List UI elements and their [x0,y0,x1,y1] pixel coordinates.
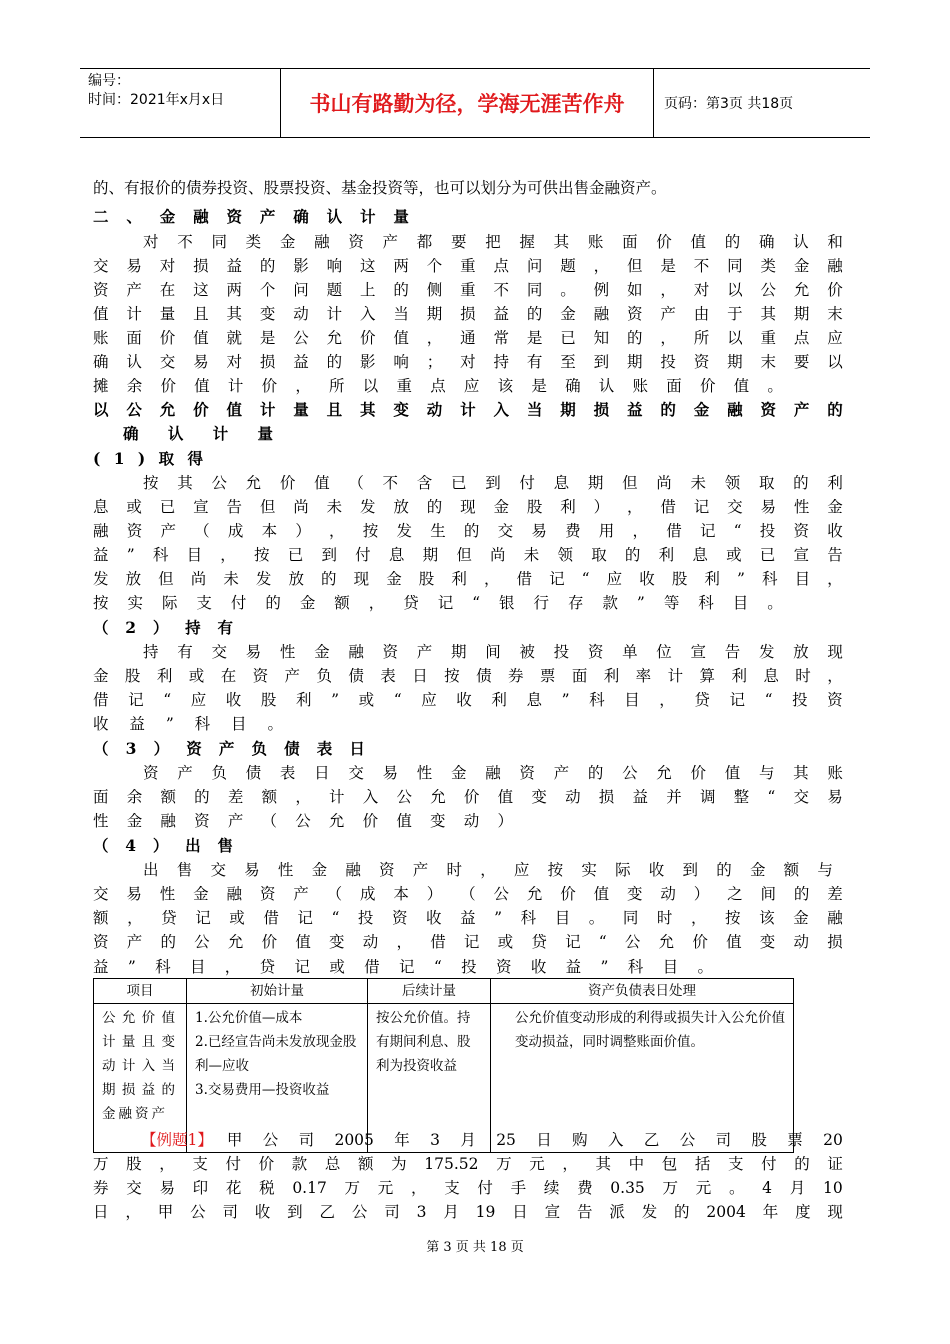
table-cell-initial: 1.公允价值—成本 2.已经宣告尚未发放现金股利—应收 3.交易费用—投资收益 [187,1004,368,1153]
body-line: 持 有 交 易 性 金 融 资 产 期 间 被 投 资 单 位 宣 告 发 放 现 [143,643,843,661]
example-line [93,1128,843,1152]
body-line: 账 面 价 值 就 是 公 允 价 值 ， 通 常 是 已 知 的 ， 所 以 重 点 应 [93,329,843,347]
page-footer: 第 3 页 共 18 页 [426,1240,524,1255]
body-line: （ 4 ） 出 售 [93,836,233,855]
body-line: 借 记 “ 应 收 股 利 ” 或 “ 应 收 利 息 ” 科 目 ， 贷 记 “ 投 资 [93,691,843,709]
body-line: 资 产 的 公 允 价 值 变 动 ， 借 记 或 贷 记 “ 公 允 价 值 变 动 损 [93,933,843,951]
example-line: 万 股 ， 支 付 价 款 总 额 为 175.52 万 元 ， 其 中 包 括 支 付 的 证 [93,1155,843,1173]
body-line: 按 其 公 允 价 值 （ 不 含 已 到 付 息 期 但 尚 未 领 取 的 利 [143,474,843,492]
body-line: 确 认 计 量 [123,424,273,443]
table-header-row [94,979,794,1004]
table-cell-item: 公允价值计量且变动计入当期损益的金融资产 [94,1004,187,1153]
body-line: 按 实 际 支 付 的 金 额 ， 贷 记 “ 银 行 存 款 ” 等 科 目 。 [93,594,783,612]
body-line: 以 公 允 价 值 计 量 且 其 变 动 计 入 当 期 损 益 的 金 融 资 产 的 [93,400,843,419]
header-page-number: 页码：第3页 共18页 [664,96,794,112]
body-line: 性 金 融 资 产 （ 公 允 价 值 变 动 ） [93,812,513,830]
body-line: 摊 余 价 值 计 价 ， 所 以 重 点 应 该 是 确 认 账 面 价 值 。 [93,377,783,395]
date-label: 时间：2021年x月x日 [88,92,225,108]
body-line: 益 ” 科 目 ， 贷 记 或 借 记 “ 投 资 收 益 ” 科 目 。 [93,958,713,976]
body-line: ( 1 ) 取 得 [93,449,203,468]
body-line: 资 产 在 这 两 个 问 题 上 的 侧 重 不 同 。 例 如 ， 对 以 公 允 价 [93,281,843,299]
body-line: （ 3 ） 资 产 负 债 表 日 [93,739,365,758]
body-line: 资 产 负 债 表 日 交 易 性 金 融 资 产 的 公 允 价 值 与 其 账 [143,764,843,782]
body-line: 交 易 性 金 融 资 产 （ 成 本 ） （ 公 允 价 值 变 动 ） 之 间 的 差 [93,885,843,903]
body-line: 对 不 同 类 金 融 资 产 都 要 把 握 其 账 面 价 值 的 确 认 和 [143,233,843,251]
page-header [80,68,870,138]
body-line: （ 2 ） 持 有 [93,618,233,637]
body-line: 二 、 金 融 资 产 确 认 计 量 [93,207,409,226]
body-line: 收 益 ” 科 目 。 [93,715,283,733]
body-line: 确 认 交 易 对 损 益 的 影 响 ； 对 持 有 至 到 期 投 资 期 末 要 以 [93,353,843,371]
header-motto: 书山有路勤为径，学海无涯苦作舟 [281,69,654,137]
body-line: 出 售 交 易 性 金 融 资 产 时 ， 应 按 实 际 收 到 的 金 额 与 [143,861,833,879]
body-line: 息 或 已 宣 告 但 尚 未 发 放 的 现 金 股 利 ） ， 借 记 交 易 性 金 [93,498,843,516]
body-line: 融 资 产 （ 成 本 ） ， 按 发 生 的 交 易 费 用 ， 借 记 “ 投 资 收 [93,522,843,540]
code-label: 编号： [88,73,130,89]
table-cell-balance: 公允价值变动形成的利得或损失计入公允价值变动损益，同时调整账面价值。 [491,1004,794,1153]
body-line: 值 计 量 且 其 变 动 计 入 当 期 损 益 的 金 融 资 产 由 于 其 期 末 [93,305,843,323]
body-line: 益 ” 科 目 ， 按 已 到 付 息 期 但 尚 未 领 取 的 利 息 或 已 宣 告 [93,546,843,564]
body-line: 面 余 额 的 差 额 ， 计 入 公 允 价 值 变 动 损 益 并 调 整 “ 交 易 [93,788,843,806]
example-line: 日 ， 甲 公 司 收 到 乙 公 司 3 月 19 日 宣 告 派 发 的 2004 年 度 现 [93,1203,843,1221]
example-line: 券 交 易 印 花 税 0.17 万 元 ， 支 付 手 续 费 0.35 万 元 。 4 月 10 [93,1179,843,1197]
body-line: 交 易 对 损 益 的 影 响 这 两 个 重 点 问 题 ， 但 是 不 同 类 金 融 [93,257,843,275]
table-header-cell: 后续计量 [368,979,491,1004]
table-header-cell: 资产负债表日处理 [491,979,794,1004]
body-line: 的、有报价的债券投资、股票投资、基金投资等，也可以划分为可供出售金融资产。 [93,179,667,197]
body-line: 金 股 利 或 在 资 产 负 债 表 日 按 债 券 票 面 利 率 计 算 利 息 时 ， [93,667,843,685]
table-header-cell: 项目 [94,979,187,1004]
example-tag: 【例题1】 [141,1131,213,1149]
table-cell-subsequent: 按公允价值。持有期间利息、股利为投资收益 [368,1004,491,1153]
header-meta [80,69,281,137]
summary-table [93,978,794,1153]
table-header-cell: 初始计量 [187,979,368,1004]
body-line: 发 放 但 尚 未 发 放 的 现 金 股 利 ， 借 记 “ 应 收 股 利 ” 科 目 ， [93,570,843,588]
body-line: 额 ， 贷 记 或 借 记 “ 投 资 收 益 ” 科 目 。 同 时 ， 按 该 金 融 [93,909,843,927]
example-text: 甲 公 司 2005 年 3 月 25 日 购 入 乙 公 司 股 票 20 [226,1131,843,1149]
